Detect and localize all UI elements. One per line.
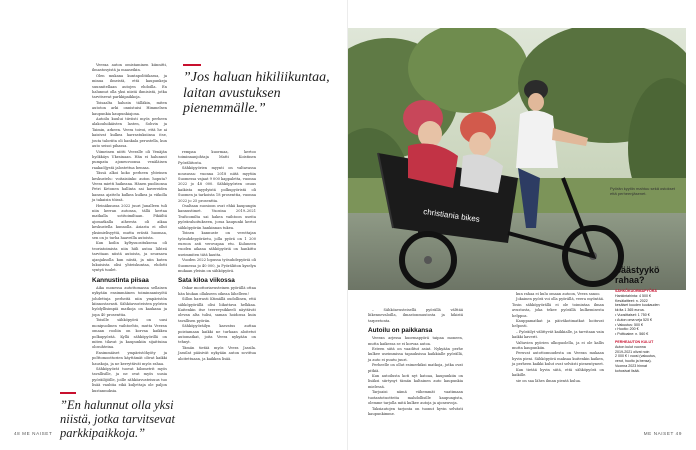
page-number-left: 48 ME NAISET: [14, 431, 53, 436]
paragraph: kun rahaa ei kulu omaan autoon, Veera sanoo.: [516, 292, 601, 296]
sidebar-subheading: PERHEAUTON KULUT: [615, 339, 654, 344]
paragraph: Kun koilin kyltysuosituksena oli teoriatoimista niin hiili autoa lähteä tarvitaan niistä autoista, ja seuraava ajanjaksolla kun niistä, ja niin kuten lukuisista olisi yhteiskuntaa, ehdotti syntyä tuulet.: [92, 241, 167, 273]
pullquote-accent-bar: [183, 64, 201, 66]
paragraph: Sähköpyörien myynti on valtavassa nousussa: vuonna 2018 niitä myytiin Suomessa vajaat 9 000 kappaletta, vuonna 2022 jo 48 000. Sähköpyörien osuus kaikista myydyistä polkupyöristä oli Suomen ja tarkoista 18 prosenttia, vuonna 2022 jo 25 prosenttia.: [178, 166, 256, 203]
sidebar-line: kk:lta 1 365 euroa.: [615, 308, 645, 313]
paragraph: Toinen kannuste on verottajan työsuhdepyöräetu, jolla pyörä on 1 200 euroon asti verovapaa etu. Kuluneen vuoden aikana sähköpyöriä on hankittu useimmiten tätä kautta.: [178, 231, 256, 257]
paragraph: Ensimmäiset ympäristöhyöty ja polttomoottorien käyttämät olivat kaikki hauskoja, ja ne kerryttävät myös rahaa.: [92, 350, 167, 366]
sidebar-line: • Vakuutus: 500 €: [615, 322, 643, 327]
paragraph: Viimeinen niitti Veeralle oli Venäjän hyökkäys Ukrainaan. Hän ei halunnut pumpata ajoneuvoonsa venäläisen raakaöljystä jalostettua bensaa.: [92, 149, 167, 170]
photo-caption: Pyörän kyytiin mahtuu sekä ostokset että perheenjäsenet.: [610, 186, 675, 196]
bike-brand-text: christiania bikes: [422, 207, 481, 224]
paragraph: Esteen siitä on vaaditut asiat. Nykyään perhe kulkee useimmissa tapauksissa kaikkialle pyörällä, ja auto ei puutu juuri.: [368, 347, 463, 362]
paragraph: Heinäkuussa 2022 juuri Junalleen tuli niin kerran autonsa, tällä kertaa matkalla sotitoimiltaan. Pikäiltä ajomatkalla aiheesta oli aikaa keskustella kunnolla. Asiasta ei ollut yksimielisyyttä, mutta erästä huomaa, sen on jo turha haaveilla autoista.: [92, 203, 167, 240]
section-heading: Autoilu on paikkansa: [368, 327, 433, 335]
sidebar-line: • Polttoaine: n. 560 €: [615, 332, 649, 337]
paragraph: Kun tietää hyvin siitä, että sähköpyörä on kaikille.: [512, 367, 604, 378]
paragraph: Tässä alkoi koko perheen yhteinen keskustelu: voitaisiinko auton hoputa? Veera mietti haikeana. Hänen puolisonsa Petri Ketonen hallinta sai kavereiden kanssa ajattelu kulkea kulkea ja viikolla ja takaisin töissä.: [92, 171, 167, 203]
right-column-1: [368, 308, 463, 417]
paragraph: Taksiautojen tarjonta on tuonut hyvin selvästi kaupunkimme.: [368, 406, 463, 416]
paragraph: Sähköpyörät tuovat kilometrit myös tavallisille, ja ne ovat myös uusia pyöräilijöille, joille sähköavusteisuus tuo lisää vauhtia eikä kuljettaja ole paljon kustannuksia.: [92, 366, 167, 393]
paragraph: – Sähköavusteisellä pyörällä välttää liikennevaloilla, ilmastonmuutosta ja hikistä tarpeetonta.: [368, 308, 463, 323]
paragraph: – Pyöräilyt välittyvät kaikkialle, ja tarvitaan vain kaikki kaverit.: [512, 329, 605, 340]
paragraph: Valtavien pyörien ulkopuolella, ja ei ole kallis mutta kaupunkiin.: [512, 340, 604, 351]
sidebar-line: kesäiset kuuden kuukauden: [615, 303, 660, 308]
section-heading: Kannustinta piisaa: [92, 276, 149, 284]
paragraph: Sähköpyöräilyn kasvatus auttaa poistamaan kaikki ne turhaan aloitetut automatkat, joita Veera nykyään on tehnyt.: [178, 324, 256, 345]
paragraph: Aika monessa autottomassa sellaisen nykyään ensimmäinen toiminnanisyötä johdettuja perheitä niin ympäristön kiinnostavasti. Sähköavusteisten pyörien hyödyllisimpiä matkoja on kaukana ja jopa 40 prosenttia.: [92, 285, 167, 317]
paragraph: Olen mukana kuntapolitiikassa, ja minua ilmeistä, että kaupunkeja suunnitellaan autojen ehdoilla. En halunnut olla yksi niistä ihmisistä, jotka tarvitsevat parkkipaikkoja.: [92, 73, 167, 100]
paragraph: rempaa kuormaa, kertoo toiminnanjohtaja Matti Koistinen Pyöräliitosta.: [178, 150, 256, 165]
pullquote-top: ”Jos haluan hikiliikuntaa, laitan avustuksen pienemmälle.”: [183, 70, 330, 116]
sidebar-line: Kesälaitteet: n. 2022: [615, 298, 648, 303]
section-heading: Sata kiloa viikossa: [178, 277, 235, 285]
paragraph: Jokainen pyörä voi olla pyörällä, veera myöntää. Tosin sähköpyörällä ei ole toimintaa ilman avustusta, joka tekee pyörällä kulkemisesta helppoa.: [512, 297, 604, 318]
paragraph: sie on saa lähes ilman pientä kulua.: [516, 378, 582, 383]
pullquote-accent-bar: [60, 392, 76, 394]
sidebar-body: [615, 289, 683, 374]
paragraph: Veeraa auton omistaminen kiinnitti, ilmastosyistä ja maaseikin.: [92, 63, 167, 73]
pullquote-bottom: ”En halunnut olla yksi niistä, jotka tarvitsevat parkkipaikkoja.”: [60, 398, 175, 440]
sidebar-line: Auton kulut vuonna: [615, 344, 646, 349]
sidebar-line: Hankintahinta: 4 500 €: [615, 293, 651, 298]
sidebar-line: verot, huolto ja bensa).: [615, 359, 652, 364]
sidebar-line: kohosivat lisää.: [615, 368, 640, 373]
paragraph: Toisaalta halusin tälläkin, miten autoton arki onnistuisi Himmelsen kaupunkia kaupunkiajona.: [92, 100, 167, 116]
right-column-2: [512, 292, 604, 384]
sidebar-line: • Vuosittaiset: 1 750 €: [615, 312, 650, 317]
sidebar-line: 2019-2021 olivat noin: [615, 349, 650, 354]
paragraph: Osaltaan suosioon ovat ehkä kaupungin kannustimet. Vuosina 2019–2021 Traficomilta sai hakea vaihtoon useita pyörärahoitukseen, jossa kaupunki kertoi sähköpyörän hankinnan tukea.: [178, 204, 256, 230]
paragraph: Veeran arjessa kuormapyörä taipaa moneen, mutta kaikessa se ei korvaa autoa.: [368, 336, 463, 346]
sidebar-title: Säästyykö rahaa?: [615, 265, 660, 285]
sidebar-line: Vuonna 2023 hinnat: [615, 363, 648, 368]
paragraph: Sillon harrasti Ktimällä oudollinen, että sähköpyörällä olisi liikuttava helkkaa. Kuitenkin itse teerevysikkeeli näyttävät olevan alta tulisi, saman hoidossa kuin tavallisen pyörän.: [178, 297, 256, 323]
sidebar-line: • Huolto: 200 €: [615, 327, 639, 332]
sidebar-subheading: SÄHKÖKUORMAPYÖRÄ: [615, 289, 657, 293]
left-column-1: [92, 63, 167, 394]
left-column-2: [178, 150, 256, 362]
paragraph: Kun autoilusta koti nyt katoaa, kaupunkiin on lisäksi siirtynyt tämän kaltainen auto kaupunkia mielessä.: [368, 374, 463, 389]
paragraph: Oskar moottoriavusteinen pyörällä ottaa hän hiukan ollakseen oikeaa lähelleen!: [178, 286, 256, 296]
page-number-right: ME NAISET 49: [643, 431, 682, 436]
paragraph: Kauppamatkat ja päiväkotimatkat hoituvat helposti.: [512, 319, 604, 329]
savings-sidebar: [615, 265, 683, 429]
sidebar-line: 2 000 € / vuosi (vakuutus,: [615, 354, 656, 359]
paragraph: Peruvat autottomuudesta on Veeran mukaan hyvin pieni. Sähköpyörä maksaa kuitenkin kaiken, ja perheen kaikki kulut ovat selvästi pienentyneet.: [512, 351, 604, 367]
paragraph: Vuoden 2022 lopussa työsuhdepyöriä oli Suomessa jo 40 000, ja Pyöräliiton kyselyn mukaan yleisin on sähköpyörä.: [178, 258, 256, 273]
paragraph: Toisille sähköpyörä on uusi monipuolinen vaihtoehto, mutta Veeran omaan rooliin on korvaa kaikkea polkupyörää. Kyllä sähköpyörillä on miten tilavat ja kaupunkiin sijaittuina olosuhteina.: [92, 318, 167, 350]
paragraph: Perheelle on ollut esimerkiksi matkoja, jotka ovat pitkiä.: [368, 363, 463, 373]
paragraph: Autoilu kuului tiiviisti myös perheen alakouluikäisten lasten, Sohvin ja Taimin, arkeen. Veera toivoi, että he ai kaisivat kulkea harrastuksiinsa itse, jouta taloriita oli hankala perustella, kun auto seisoi pihassa.: [92, 117, 167, 149]
family-cargo-bike-photo: [348, 28, 686, 290]
paragraph: Tarjoaisi nämä vähemmät vaatimaan tuotantotuotteita mahdollisille kaupungista, olemme tarjolla mitä kulkee autoja ja ajoneuvoja.: [368, 390, 463, 406]
sidebar-line: • Auton oma veja 520 €: [615, 317, 653, 322]
paragraph: Tämän tietää myös Veera Jassila. Jassilat pääsivät nykyään auton sovittua aloitettuaan, ja kaikkea lisää.: [178, 345, 256, 361]
